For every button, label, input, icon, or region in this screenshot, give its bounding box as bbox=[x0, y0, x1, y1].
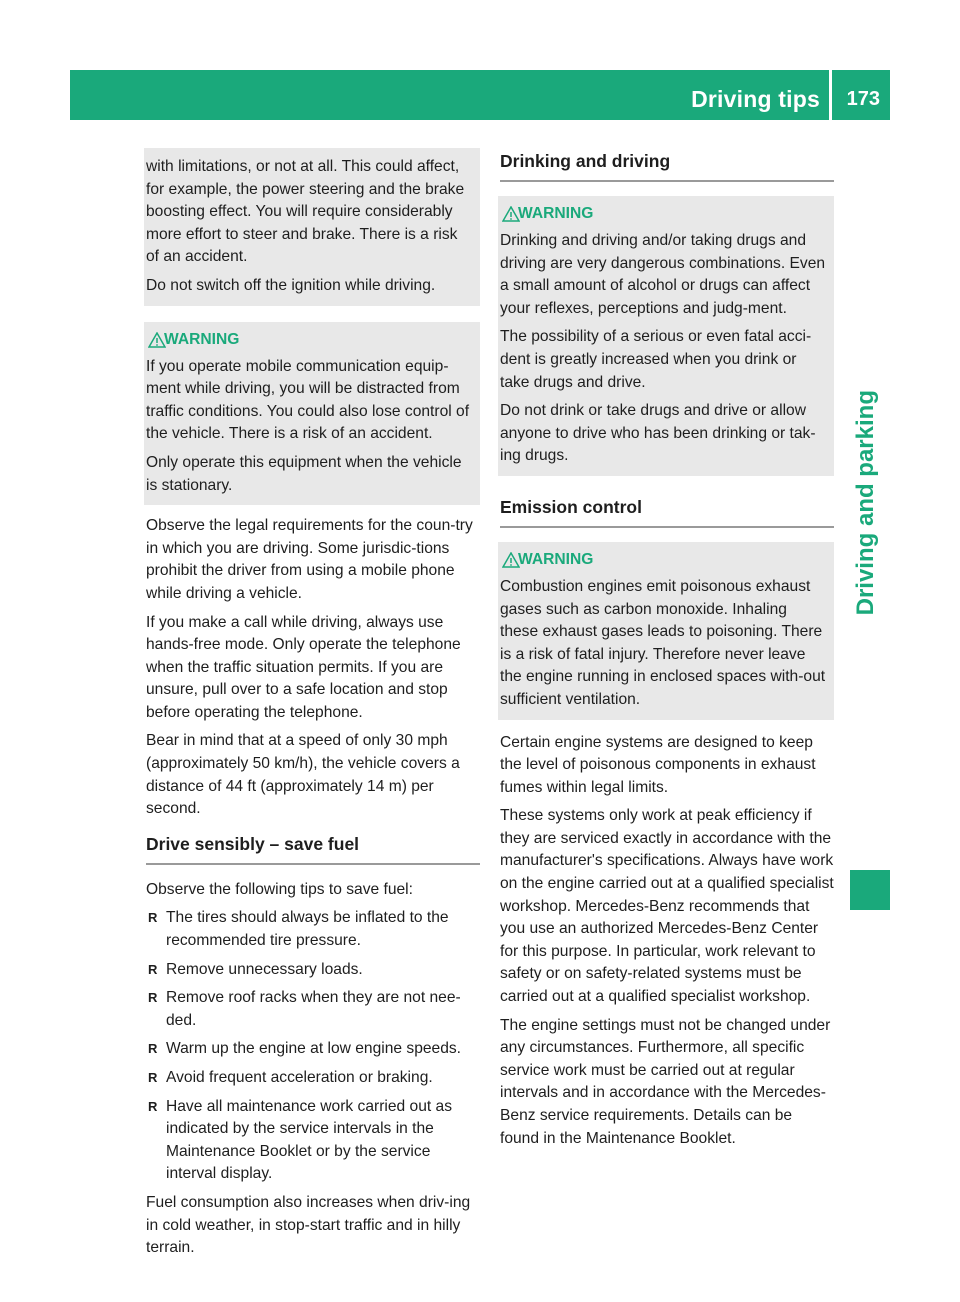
fuel-tips-list bbox=[146, 907, 480, 1186]
page-number: 173 bbox=[846, 88, 880, 110]
body-paragraph: If you make a call while driving, always use hands-free mode. Only operate the telephone when the traffic situation permits. If you are unsure, pull over to a safe location and stop before operating the telephone. bbox=[146, 613, 461, 721]
body-paragraph: Fuel consumption also increases when driv-ing in cold weather, in stop-start traffic and in hilly terrain. bbox=[146, 1193, 471, 1257]
continued-warning-box bbox=[144, 148, 480, 306]
warning-box-drinking bbox=[498, 196, 834, 476]
box-paragraph: Do not drink or take drugs and drive or allow anyone to drive who has been drinking or tak-ing drugs. bbox=[500, 402, 816, 465]
warning-heading: WARNING bbox=[164, 330, 240, 348]
section-title-emission: Emission control bbox=[500, 494, 834, 528]
box-paragraph: with limitations, or not at all. This could affect, for example, the power steering and the brake boosting effect. You will require considerably more effort to steer and brake. There is a risk of an accident. bbox=[146, 158, 465, 266]
page-header bbox=[70, 70, 890, 120]
box-paragraph: Do not switch off the ignition while driving. bbox=[146, 276, 436, 294]
list-item: R The tires should always be inflated to the recommended tire pressure. bbox=[146, 907, 480, 952]
side-tab-marker bbox=[850, 870, 890, 910]
right-column bbox=[500, 148, 834, 1150]
warning-heading: WARNING bbox=[518, 205, 594, 222]
warning-triangle-icon bbox=[502, 206, 520, 222]
chapter-title: Driving tips bbox=[691, 86, 820, 112]
box-paragraph: Combustion engines emit poisonous exhaust gases such as carbon monoxide. Inhaling these exhaust gases leads to poisoning. There is a risk of fatal injury. Therefore never leave the engine running in enclosed spaces with-out sufficient ventilation. bbox=[500, 577, 826, 708]
side-tab-label: Driving and parking bbox=[852, 390, 879, 616]
warning-triangle-icon bbox=[148, 332, 166, 348]
body-paragraph: Certain engine systems are designed to keep the level of poisonous components in exhaust fumes within legal limits. bbox=[500, 733, 816, 796]
box-paragraph: If you operate mobile communication equip-ment while driving, you will be distracted from traffic conditions. You could also lose control of the vehicle. There is a risk of an accident. bbox=[146, 357, 470, 443]
list-item: R Avoid frequent acceleration or braking. bbox=[146, 1067, 480, 1090]
warning-heading: WARNING bbox=[518, 550, 594, 568]
list-item: R Have all maintenance work carried out as indicated by the service intervals in the Maintenance Booklet or by the service interval display. bbox=[146, 1096, 480, 1186]
box-paragraph: Drinking and driving and/or taking drugs and driving are very dangerous combinations. Even a small amount of alcohol or drugs can affect your reflexes, perceptions and judg-ment. bbox=[500, 232, 826, 317]
body-paragraph: Bear in mind that at a speed of only 30 mph (approximately 50 km/h), the vehicle covers a distance of 44 ft (approximately 14 m) per second. bbox=[146, 732, 460, 818]
list-item: R Remove roof racks when they are not nee-ded. bbox=[146, 987, 480, 1032]
list-intro: Observe the following tips to save fuel: bbox=[146, 880, 413, 898]
warning-box-emission bbox=[498, 542, 834, 720]
box-paragraph: Only operate this equipment when the vehicle is stationary. bbox=[146, 453, 462, 494]
warning-triangle-icon bbox=[502, 552, 520, 568]
header-divider bbox=[829, 70, 832, 120]
section-title-drinking: Drinking and driving bbox=[500, 148, 834, 182]
warning-box-mobile bbox=[144, 322, 480, 506]
section-title-save-fuel: Drive sensibly – save fuel bbox=[146, 831, 480, 865]
left-column bbox=[146, 148, 480, 1260]
body-paragraph: The engine settings must not be changed under any circumstances. Furthermore, all specific service work must be carried out at regular intervals and in accordance with the Mercedes-Benz service requirements. Details can be found in the Maintenance Booklet. bbox=[500, 1016, 831, 1147]
list-item: R Remove unnecessary loads. bbox=[146, 959, 480, 982]
box-paragraph: The possibility of a serious or even fatal acci-dent is greatly increased when you drink or take drugs and drive. bbox=[500, 328, 812, 391]
body-paragraph: These systems only work at peak efficiency if they are serviced exactly in accordance with the manufacturer's specifications. Always have work on the engine carried out at a qualified specialist workshop. Mercedes-Benz recommends that you use an authorized Mercedes-Benz Center for this purpose. In particular, work relevant to safety or on safety-related systems must be carried out at a qualified specialist workshop. bbox=[500, 807, 834, 1006]
body-paragraph: Observe the legal requirements for the coun-try in which you are driving. Some jurisdic-tions prohibit the driver from using a mobile phone while driving a vehicle. bbox=[146, 517, 473, 602]
list-item: R Warm up the engine at low engine speeds. bbox=[146, 1038, 480, 1061]
